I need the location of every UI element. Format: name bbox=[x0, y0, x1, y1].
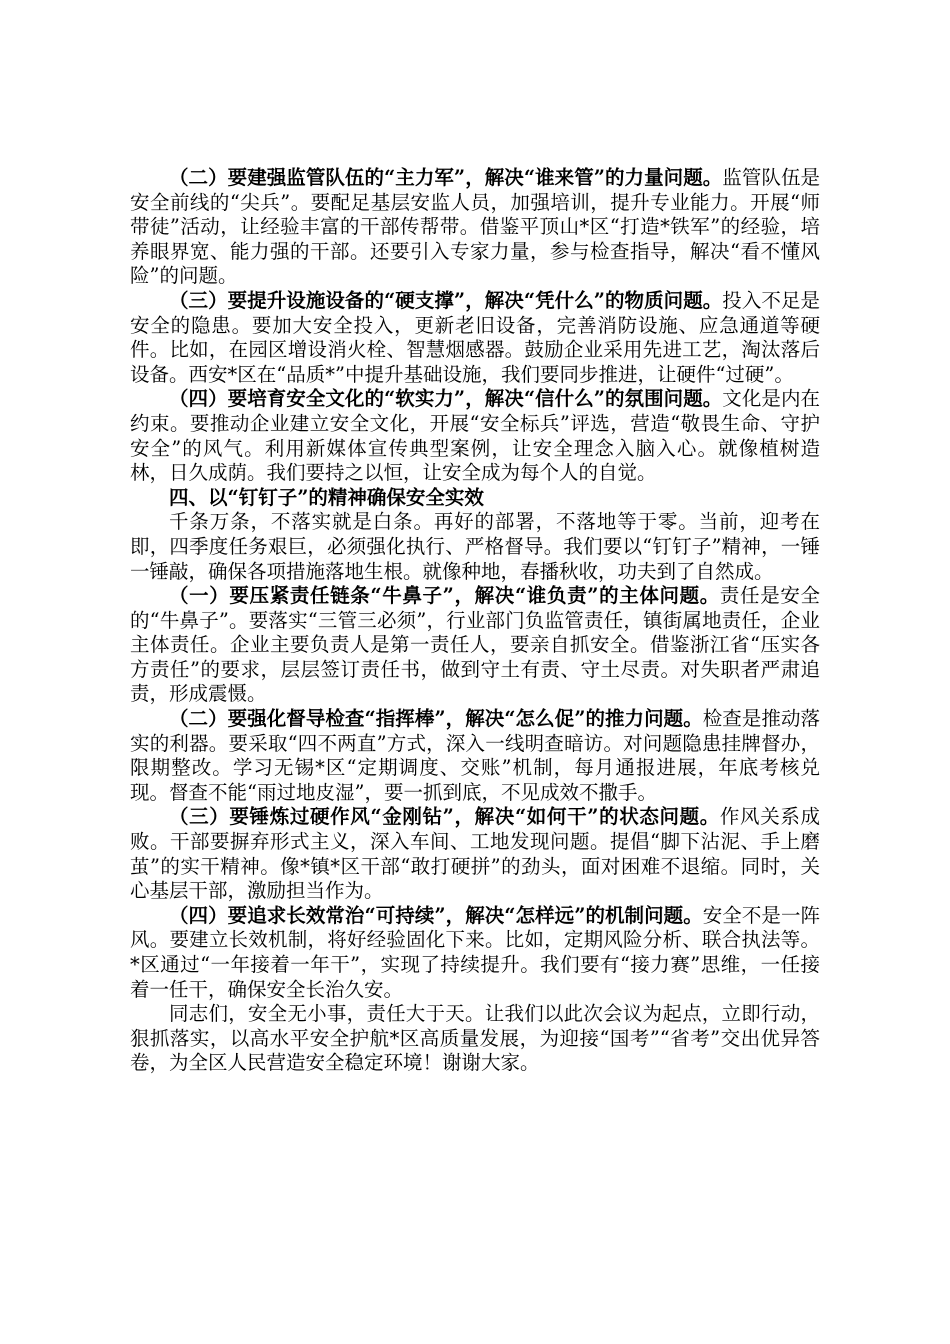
paragraph-lead: （一）要压紧责任链条“牛鼻子”，解决“谁负责”的主体问题。 bbox=[169, 584, 720, 608]
paragraph-text: 责任是安全的“牛鼻子”。要落实“三管三必须”，行业部门负监管责任，镇街属地责任，企业主体责任。企业主要负责人是第一责任人，要亲自抓安全。借鉴浙江省“压实各方责任”的要求，层层签订责任书，做到守土有责、守土尽责。对失职者严肃追责，形成震慑。 bbox=[130, 584, 820, 706]
paragraph-text: 作风关系成败。干部要摒弃形式主义，深入车间、工地发现问题。提倡“脚下沾泥、手上磨茧”的实干精神。像*镇*区干部“敢打硬拼”的劲头，面对困难不退缩。同时，关心基层干部，激励担当作为。 bbox=[130, 805, 820, 903]
paragraph-text: 检查是推动落实的利器。要采取“四不两直”方式，深入一线明查暗访。对问题隐患挂牌督办，限期整改。学习无锡*区“定期调度、交账”机制，每月通报进展，年底考核兑现。督查不能“雨过地皮湿”，要一抓到底，不见成效不撒手。 bbox=[130, 707, 820, 804]
paragraph-lead: （三）要提升设施设备的“硬支撑”，解决“凭什么”的物质问题。 bbox=[169, 288, 723, 312]
paragraph-text: 安全不是一阵风。要建立长效机制，将好经验固化下来。比如，定期风险分析、联合执法等。*区通过“一年接着一年干”，实现了持续提升。我们要有“接力赛”思维，一任接着一任干，确保安全长治久安。 bbox=[130, 903, 820, 1001]
paragraph-facilities bbox=[130, 289, 820, 387]
paragraph-responsibility-chain bbox=[130, 584, 820, 707]
paragraph-long-term-mechanism bbox=[130, 904, 820, 1002]
paragraph-text: 投入不足是安全的隐患。要加大安全投入，更新老旧设备，完善消防设施、应急通道等硬件。比如，在园区增设消火栓、智慧烟感器。鼓励企业采用先进工艺，淘汰落后设备。西安*区在“品质*”中提升基础设施，我们要同步推进，让硬件“过硬”。 bbox=[130, 288, 820, 386]
section-heading: 四、以“钉钉子”的精神确保安全实效 bbox=[169, 485, 484, 509]
paragraph-lead: （二）要建强监管队伍的“主力军”，解决“谁来管”的力量问题。 bbox=[169, 166, 723, 189]
paragraph-text: 同志们，安全无小事，责任大于天。让我们以此次会议为起点，立即行动，狠抓落实，以高水平安全护航*区高质量发展，为迎接“国考”“省考”交出优异答卷，为全区人民营造安全稳定环境！谢谢大家。 bbox=[130, 1002, 820, 1075]
paragraph-text: 文化是内在约束。要推动企业建立安全文化，开展“安全标兵”评选，营造“敬畏生命、守护安全”的风气。利用新媒体宣传典型案例，让安全理念入脑入心。就像植树造林，日久成荫。我们要持之以恒，让安全成为每个人的自觉。 bbox=[130, 387, 820, 485]
paragraph-safety-culture bbox=[130, 387, 820, 485]
paragraph-text: 千条万条，不落实就是白条。再好的部署，不落地等于零。当前，迎考在即，四季度任务艰巨，必须强化执行、严格督导。我们要以“钉钉子”精神，一锤一锤敲，确保各项措施落地生根。就像种地，春播秋收，功夫到了自然成。 bbox=[130, 510, 820, 583]
document-body bbox=[130, 166, 820, 1076]
paragraph-work-style bbox=[130, 805, 820, 903]
paragraph-implementation bbox=[130, 510, 820, 584]
paragraph-supervision-inspection bbox=[130, 707, 820, 805]
paragraph-supervision-team bbox=[130, 166, 820, 289]
paragraph-text: 监管队伍是安全前线的“尖兵”。要配足基层安监人员，加强培训，提升专业能力。开展“师带徒”活动，让经验丰富的干部传帮带。借鉴平顶山*区“打造*铁军”的经验，培养眼界宽、能力强的干部。还要引入专家力量，参与检查指导，解决“看不懂风险”的问题。 bbox=[130, 166, 820, 288]
paragraph-lead: （四）要培育安全文化的“软实力”，解决“信什么”的氛围问题。 bbox=[169, 387, 723, 411]
paragraph-closing bbox=[130, 1002, 820, 1076]
paragraph-lead: （二）要强化督导检查“指挥棒”，解决“怎么促”的推力问题。 bbox=[169, 707, 703, 731]
paragraph-lead: （三）要锤炼过硬作风“金刚钻”，解决“如何干”的状态问题。 bbox=[169, 805, 720, 829]
paragraph-lead: （四）要追求长效常治“可持续”，解决“怎样远”的机制问题。 bbox=[169, 903, 703, 927]
